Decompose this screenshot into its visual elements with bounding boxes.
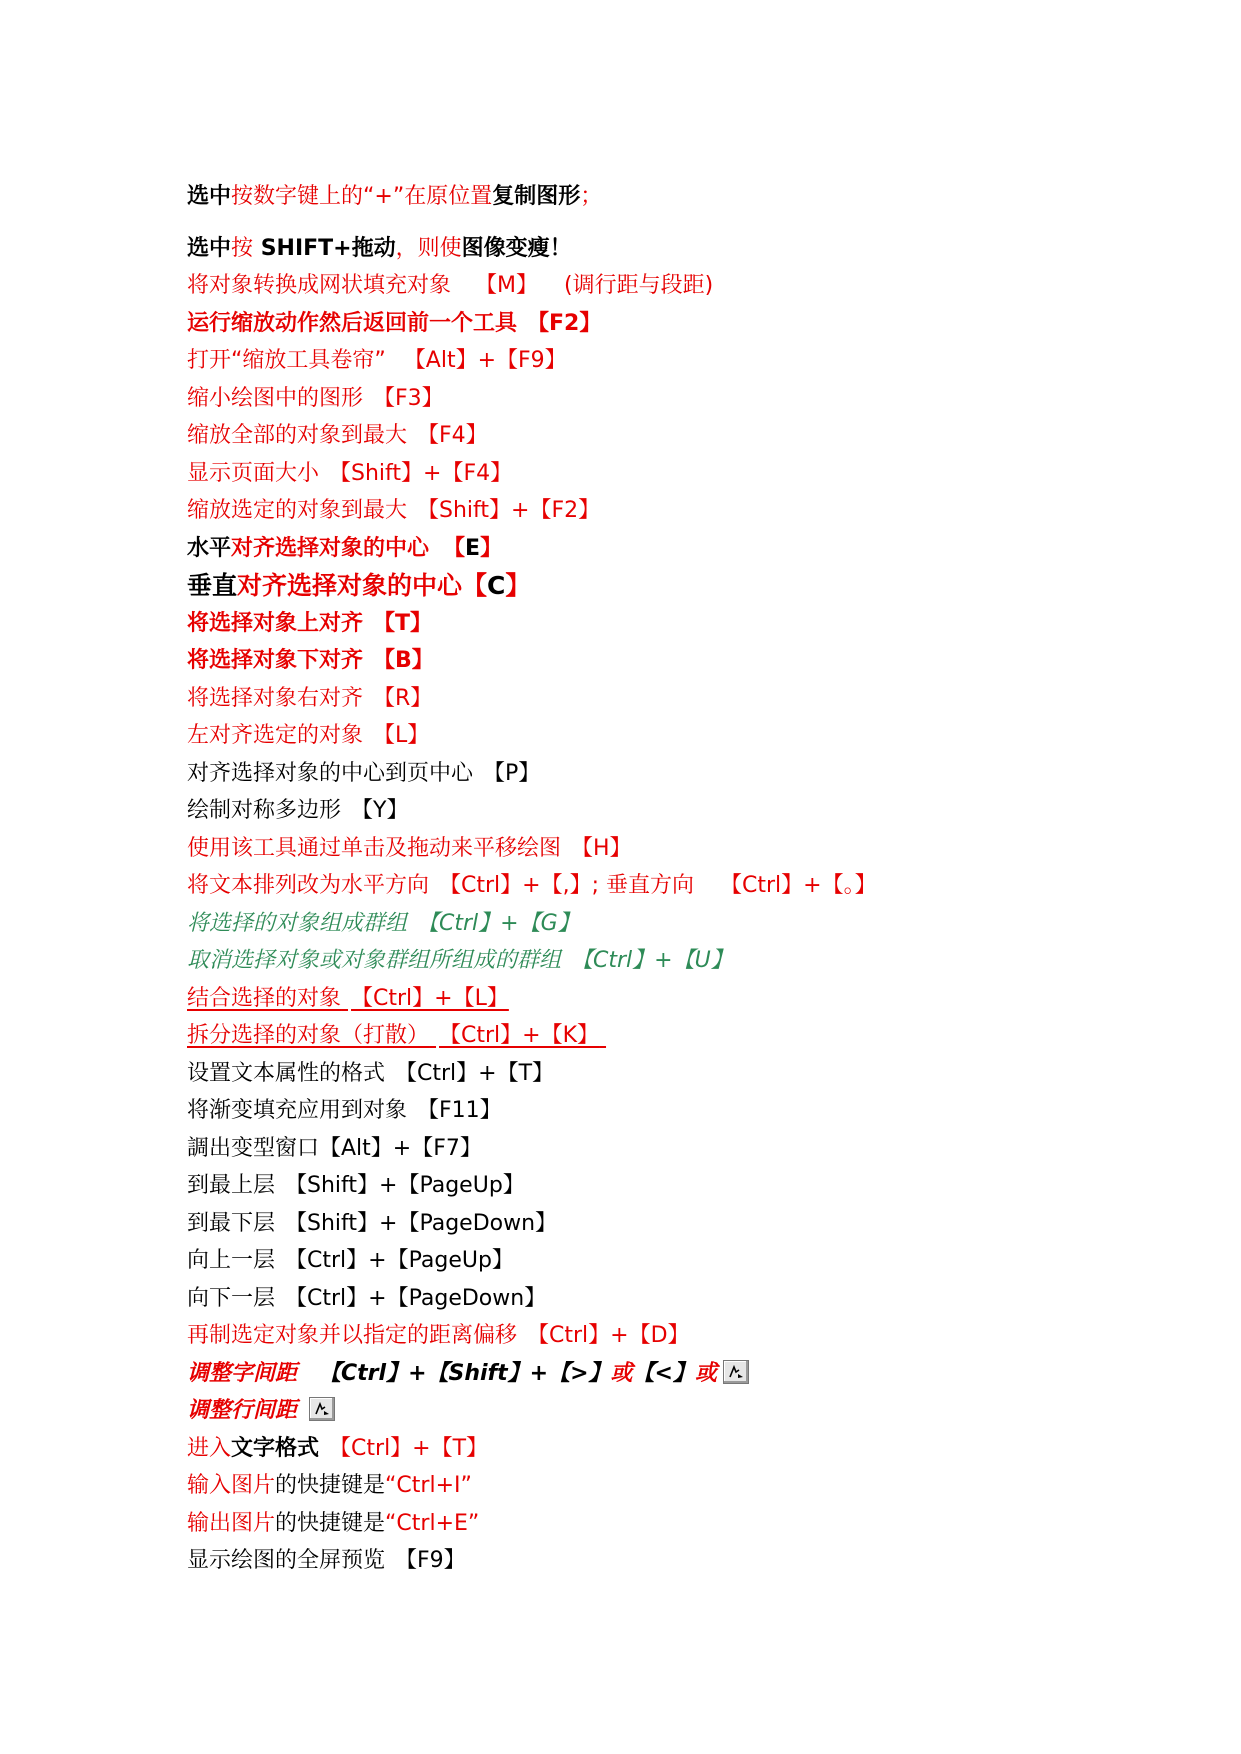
text-run: 缩小绘图中的图形 — [187, 385, 364, 411]
spacer — [561, 942, 571, 980]
line-align-top — [187, 605, 1167, 643]
text-run: 【Ctrl】+【L】 — [351, 985, 509, 1011]
spacer — [275, 1242, 285, 1280]
text-run: 【F3】 — [373, 385, 444, 411]
text-run: 按 — [231, 235, 254, 261]
line-page-size — [187, 455, 1167, 493]
text-run: 【Shift】+【PageDown】 — [285, 1210, 558, 1236]
spacer — [429, 867, 439, 905]
spacer — [341, 792, 351, 830]
spacer — [407, 1092, 417, 1130]
text-run: 将选择对象右对齐 — [187, 685, 364, 711]
spacer — [341, 980, 351, 1018]
line-duplicate — [187, 1317, 1167, 1355]
line-dup-in-place — [187, 178, 1167, 216]
text-run: 水平 — [187, 535, 232, 561]
spacer — [363, 605, 373, 643]
spacer — [407, 417, 417, 455]
line-back-one — [187, 1280, 1167, 1318]
line-text-format — [187, 1430, 1167, 1468]
text-run: 绘制对称多边形 — [187, 798, 342, 823]
text-run: 【M】 — [475, 273, 538, 298]
text-run: 【Ctrl】+【Shift】+【>】 — [319, 1360, 611, 1386]
text-run: 再制选定对象并以指定的距离偏移 — [187, 1323, 518, 1348]
line-zoom-out — [187, 380, 1167, 418]
text-run: 显示绘图的全屏预览 — [187, 1548, 386, 1573]
spacer — [385, 1055, 395, 1093]
spacer — [451, 267, 475, 305]
spacer — [275, 1167, 285, 1205]
line-break-apart — [187, 1017, 1167, 1055]
text-run: 缩放全部的对象到最大 — [187, 423, 408, 448]
text-run: 将对象转换成网状填充对象 — [187, 273, 452, 298]
text-run: “Ctrl+I” — [385, 1473, 472, 1498]
spacer — [297, 1355, 319, 1393]
text-run: 【Shift】+【F4】 — [329, 460, 513, 486]
text-run: 拆分选择的对象（打散） — [187, 1023, 430, 1048]
line-text-attr — [187, 1055, 1167, 1093]
shape-tool-icon — [723, 1360, 749, 1384]
line-draw-polygon — [187, 792, 1167, 830]
text-run: 【Y】 — [351, 798, 409, 823]
text-run: 显示页面大小 — [187, 460, 320, 486]
text-run: (调行距与段距) — [564, 273, 714, 298]
text-run: 】 — [480, 535, 503, 561]
text-run: 到最下层 — [187, 1210, 276, 1236]
text-run: 垂直 — [187, 571, 238, 600]
spacer — [385, 1542, 395, 1580]
shortcut-list — [187, 178, 1167, 1580]
text-run: 调整行间距 — [187, 1398, 298, 1423]
text-run: 【L】 — [373, 723, 430, 748]
text-run: 选中 — [187, 235, 232, 261]
text-run: 【R】 — [373, 685, 433, 711]
spacer — [517, 1317, 527, 1355]
line-full-preview — [187, 1542, 1167, 1580]
line-forward-one — [187, 1242, 1167, 1280]
spacer — [429, 530, 443, 568]
spacer — [473, 755, 483, 793]
spacer — [429, 1017, 439, 1055]
line-pan-tool — [187, 830, 1167, 868]
line-zoom-all — [187, 417, 1167, 455]
text-run: ； — [580, 184, 603, 209]
line-zoom-selected — [187, 492, 1167, 530]
text-run: 到最上层 — [187, 1173, 276, 1198]
spacer — [319, 455, 329, 493]
text-run: 缩放选定的对象到最大 — [187, 498, 408, 523]
line-align-h-center — [187, 530, 1167, 568]
text-run: 【F2】 — [527, 310, 602, 336]
spacer — [561, 830, 571, 868]
text-run: ，则使 — [395, 235, 462, 261]
text-run: 的快捷键是 — [275, 1510, 386, 1536]
text-run: 【Alt】+【F9】 — [403, 348, 567, 373]
text-run: 或 — [694, 1360, 717, 1386]
spacer — [363, 680, 373, 718]
line-char-spacing — [187, 1355, 1167, 1393]
text-run: 对齐选择对象的中心 — [231, 535, 430, 561]
text-run: 复制图形 — [492, 184, 581, 209]
line-transform-window — [187, 1130, 1167, 1168]
text-run: 【Ctrl】+【。】 — [720, 873, 877, 898]
line-repeat-zoom — [187, 305, 1167, 343]
line-align-v-center — [187, 567, 1167, 605]
text-run: 左对齐选定的对象 — [187, 723, 364, 748]
text-run: 输出图片 — [187, 1510, 276, 1536]
text-run: 图像变瘦！ — [461, 235, 572, 261]
line-combine — [187, 980, 1167, 1018]
spacer — [297, 1392, 303, 1430]
line-align-bottom — [187, 642, 1167, 680]
line-gradient-fill — [187, 1092, 1167, 1130]
text-run: 【Ctrl】+【K】 — [439, 1023, 600, 1048]
line-text-direction — [187, 867, 1167, 905]
line-to-front — [187, 1167, 1167, 1205]
line-to-back — [187, 1205, 1167, 1243]
text-run: 使用该工具通过单击及拖动来平移绘图 — [187, 835, 562, 861]
text-run: C — [487, 571, 506, 600]
text-run: 向上一层 — [187, 1248, 276, 1273]
text-run: 【Ctrl】+【PageUp】 — [285, 1248, 514, 1273]
spacer — [275, 1205, 285, 1243]
text-run: 【Shift】+【F2】 — [417, 498, 601, 523]
text-run: 文字格式 — [231, 1435, 320, 1461]
spacer — [363, 380, 373, 418]
text-run: 结合选择的对象 — [187, 985, 342, 1011]
line-align-left — [187, 717, 1167, 755]
text-run: 【T】 — [373, 610, 433, 636]
text-run: “Ctrl+E” — [385, 1510, 480, 1536]
line-mesh-fill — [187, 267, 1167, 305]
text-run: E — [465, 535, 481, 561]
text-run: 向下一层 — [187, 1285, 276, 1311]
text-run: 将渐变填充应用到对象 — [187, 1098, 408, 1123]
line-zoom-rollup — [187, 342, 1167, 380]
text-run: 【H】 — [571, 835, 632, 861]
text-run: 【F9】 — [395, 1548, 466, 1573]
text-run: 【Ctrl】+【T】 — [329, 1435, 489, 1461]
text-run: 【 — [443, 535, 466, 561]
spacer — [363, 717, 373, 755]
shape-tool-icon — [309, 1397, 335, 1421]
spacer — [599, 1017, 629, 1055]
text-run: 【Ctrl】+【,】; 垂直方向 — [439, 873, 694, 898]
text-run: 【Ctrl】+【T】 — [395, 1060, 555, 1086]
spacer — [319, 1430, 329, 1468]
spacer — [275, 1280, 285, 1318]
line-export — [187, 1505, 1167, 1543]
text-run: 【Ctrl】+【PageDown】 — [285, 1285, 547, 1311]
text-run: 按数字键上的“+”在原位置 — [231, 184, 493, 209]
text-run: 取消选择对象或对象群组所组成的群组 — [187, 948, 562, 973]
line-shift-drag — [187, 230, 1167, 268]
text-run: 运行缩放动作然后返回前一个工具 — [187, 310, 518, 336]
text-run: 对齐选择对象的中心【 — [237, 571, 488, 600]
text-run: 进入 — [187, 1435, 232, 1461]
spacer — [538, 267, 564, 305]
text-run: 調出变型窗口【Alt】+【F7】 — [187, 1135, 482, 1161]
line-align-page-center — [187, 755, 1167, 793]
text-run: 将文本排列改为水平方向 — [187, 873, 430, 898]
text-run: 【P】 — [483, 760, 541, 786]
text-run: 将选择对象下对齐 — [187, 648, 364, 673]
text-run: 打开“缩放工具卷帘” — [187, 348, 386, 373]
text-run: 】 — [505, 571, 531, 600]
text-run: 对齐选择对象的中心到页中心 — [187, 760, 474, 786]
text-run: 选中 — [187, 184, 232, 209]
text-run: 【<】 — [632, 1360, 695, 1386]
line-import — [187, 1467, 1167, 1505]
spacer — [407, 492, 417, 530]
text-run: 调整字间距 — [187, 1360, 298, 1386]
line-line-spacing — [187, 1392, 1167, 1430]
text-run: 【F4】 — [417, 423, 488, 448]
text-run: SHIFT+拖动 — [253, 235, 396, 261]
spacer — [407, 905, 417, 943]
spacer — [694, 867, 720, 905]
line-ungroup — [187, 942, 1167, 980]
line-align-right — [187, 680, 1167, 718]
text-run: 输入图片 — [187, 1473, 276, 1498]
text-run: 【F11】 — [417, 1098, 502, 1123]
spacer — [386, 342, 404, 380]
line-group — [187, 905, 1167, 943]
text-run: 【Ctrl】+【D】 — [527, 1323, 690, 1348]
text-run: 【B】 — [373, 648, 434, 673]
text-run: 设置文本属性的格式 — [187, 1060, 386, 1086]
text-run: 的快捷键是 — [275, 1473, 386, 1498]
spacer — [517, 305, 527, 343]
text-run: 【Ctrl】+【G】 — [417, 910, 580, 936]
text-run: 将选择的对象组成群组 — [187, 910, 408, 936]
text-run: 【Shift】+【PageUp】 — [285, 1173, 525, 1198]
text-run: 或 — [610, 1360, 633, 1386]
text-run: 【Ctrl】+【U】 — [571, 948, 733, 973]
spacer — [363, 642, 373, 680]
text-run: 将选择对象上对齐 — [187, 610, 364, 636]
